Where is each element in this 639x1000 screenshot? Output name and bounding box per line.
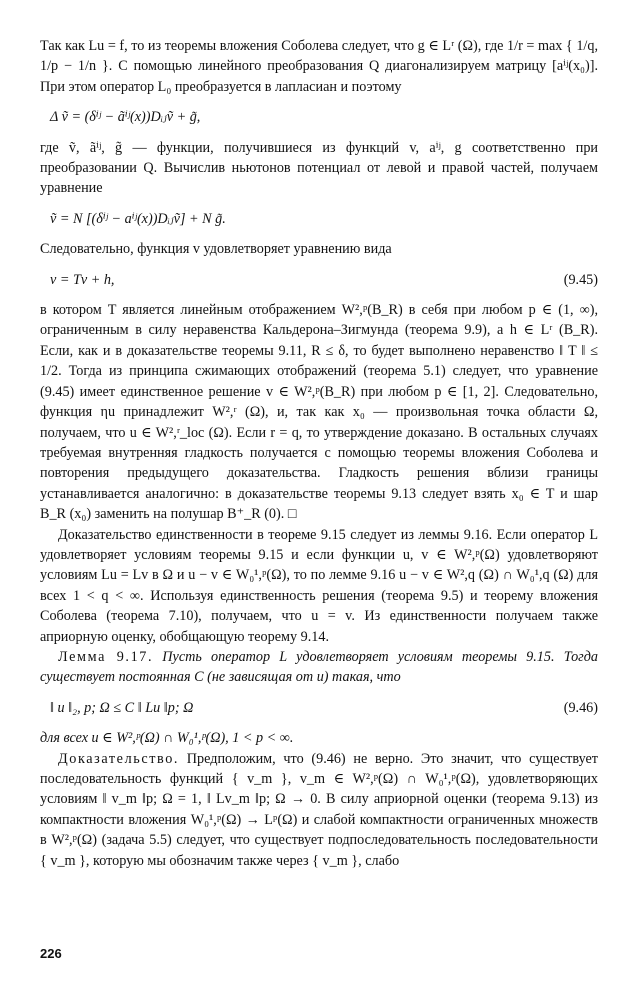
paragraph-6: для всех u ∈ W²,ᵖ(Ω) ∩ W₀¹,ᵖ(Ω), 1 < p < ∞. [40, 730, 294, 747]
equation-text: v = Tv + h, [50, 271, 115, 288]
paragraph-1: Так как Lu = f, то из теоремы вложения Соболева следует, что g ∈ Lʳ (Ω), где 1/r = max { 1/q, 1/p − 1/n }. С помощью линейного преобразования Q диагонализируем матрицу [aⁱʲ(x₀)]. При этом оператор L₀ преобразуется в лапласиан и поэтому [40, 38, 598, 95]
equation-text: ‖ u ‖₂, p; Ω ≤ C ‖ Lu ‖p; Ω [50, 699, 194, 716]
proof-text: Предположим, что (9.46) не верно. Это значит, что существует последовательность функций { v_m }, v_m ∈ W²,ᵖ(Ω) ∩ W₀¹,ᵖ(Ω), удовлетворяющих условиям ‖ v_m ‖p; Ω = 1, ‖ Lv_m ‖p; Ω → 0. В силу априорной оценки (теорема 9.13) из компактности вложения W₀¹,ᵖ(Ω) → Lᵖ(Ω) и слабой компактности ограниченных множеств в W²,ᵖ(Ω) (задача 5.5) следует, что существует подпоследовательность последовательности { v_m }, которую мы обозначим также через { v_m }, слабо [40, 750, 599, 869]
lemma-text: Пусть оператор L удовлетворяет условиям теоремы 9.15. Тогда существует постоянная C (не зависящая от u) такая, что [40, 648, 598, 686]
equation-text: Δ ṽ = (δⁱʲ − ãⁱʲ(x))Dᵢⱼṽ + g̃, [50, 109, 201, 126]
paragraph-2: где ṽ, ãⁱʲ, g̃ — функции, получившиеся из функций v, aⁱʲ, g соответственно при преобразовании Q. Вычислив ньютонов потенциал от левой и правой частей, получаем уравнение [40, 139, 598, 197]
equation-number: (9.46) [563, 699, 598, 716]
equation-text: ṽ = N [(δⁱʲ − aⁱʲ(x))Dᵢⱼṽ] + N g̃. [50, 210, 226, 227]
equation-9-45 [50, 270, 598, 290]
proof-label: Доказательство. [58, 750, 180, 767]
lemma-paragraph [40, 647, 598, 688]
page-body [40, 36, 598, 871]
proof-paragraph [40, 749, 598, 871]
equation-9-46 [50, 698, 598, 718]
paragraph-3: Следовательно, функция v удовлетворяет уравнению вида [40, 241, 392, 258]
paragraph-5: Доказательство единственности в теореме 9.15 следует из леммы 9.16. Если оператор L удовлетворяет условиям теоремы 9.15 и если функции u, v ∈ W²,ᵖ(Ω) удовлетворяют условиям Lu = Lv в Ω и u − v ∈ W₀¹,ᵖ(Ω), то по лемме 9.16 u − v ∈ W²,q (Ω) ∩ W₀¹,q (Ω) для всех 1 < q < ∞. Используя единственность решения (теорема 9.5) и теорему вложения Соболева (теорема 7.10), получаем, что u = v. Из единственности получаем также априорную оценку, обобщающую теорему 9.14. [40, 526, 598, 645]
lemma-label: Лемма 9.17. [58, 648, 154, 665]
paragraph-4: в котором T является линейным отображением W²,ᵖ(B_R) в себя при любом p ∈ (1, ∞), ограниченным в силу неравенства Кальдерона–Зигмунда (теорема 9.9), а h ∈ Lʳ (B_R). Если, как и в доказательстве теоремы 9.11, R ≤ δ, то будет выполнено неравенство ‖ T ‖ ≤ 1/2. Тогда из принципа сжимающих отображений (теорема 5.1) следует, что уравнение (9.45) имеет единственное решение v ∈ W²,ᵖ(B_R) при любом p ∈ [1, 2]. Следовательно, функция ηu принадлежит W²,ʳ (Ω), и, так как x₀ — произвольная точка области Ω, получаем, что u ∈ W²,ʳ_loc (Ω). Если r = q, то утверждение доказано. В остальных случаях требуемая внутренняя гладкость получается с помощью теоремы вложения Соболева и повторения предыдущего доказательства. Гладкость решения вблизи границы устанавливается аналогично: в доказательстве теоремы 9.13 следует взять x₀ ∈ T и шар B_R (x₀) заменить на полушар B⁺_R (0). □ [40, 302, 598, 523]
equation-number: (9.45) [563, 271, 598, 288]
page-number: 226 [40, 946, 62, 961]
equation-laplacian [50, 107, 598, 127]
equation-newton [50, 209, 598, 229]
